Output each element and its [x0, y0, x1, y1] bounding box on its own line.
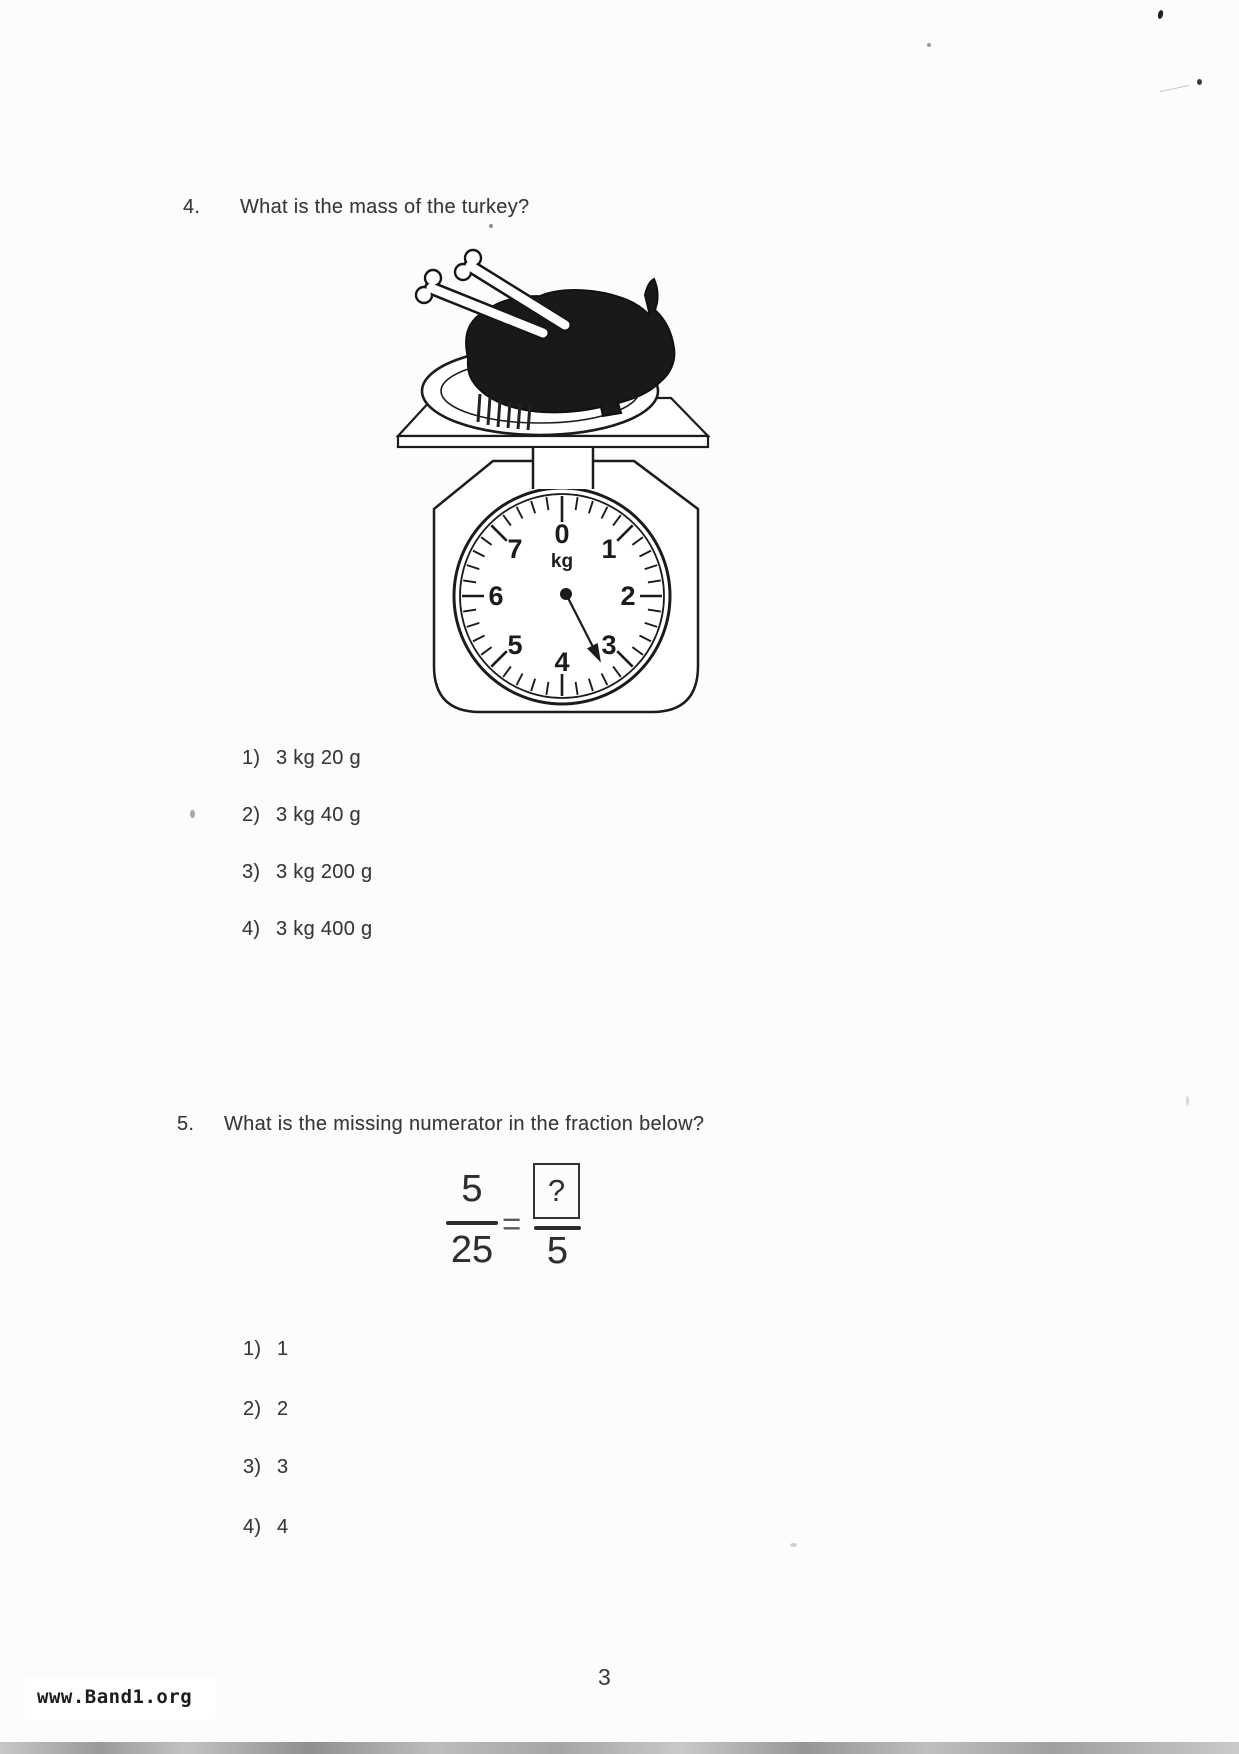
scan-edge-strip: [0, 1742, 1239, 1754]
dial-unit-label: kg: [550, 551, 574, 572]
option-row: [242, 803, 361, 827]
missing-numerator-box: [533, 1163, 580, 1219]
option-text: 1: [277, 1338, 289, 1360]
option-marker: 4): [242, 918, 261, 940]
option-row: [242, 860, 372, 884]
dial-number: 2: [620, 581, 636, 611]
option-marker: 3): [243, 1456, 262, 1478]
fraction-bar: [534, 1226, 581, 1230]
scale-dial: [454, 488, 670, 704]
dial-number: 3: [601, 630, 617, 660]
option-row: [243, 1455, 288, 1479]
scan-speck: [489, 224, 493, 228]
question-number: 5.: [177, 1113, 195, 1135]
option-marker: 2): [242, 804, 261, 826]
equals-sign: =: [502, 1205, 522, 1242]
scale-neck: [533, 447, 593, 489]
scan-speck: [1160, 85, 1191, 98]
question-text: What is the missing numerator in the fraction below?: [224, 1113, 705, 1135]
fraction-denominator-left: 25: [450, 1229, 494, 1271]
weighing-scale-figure: [390, 220, 730, 720]
option-marker: 1): [243, 1338, 262, 1360]
fraction-denominator-right: 5: [546, 1230, 569, 1272]
question-mark: ?: [547, 1173, 566, 1208]
option-row: [242, 746, 361, 770]
option-text: 3 kg 200 g: [276, 861, 373, 883]
question-text: What is the mass of the turkey?: [240, 196, 530, 218]
option-text: 2: [277, 1398, 289, 1420]
question-number: 4.: [183, 196, 201, 218]
scan-speck: [1197, 79, 1202, 85]
scan-speck: [1186, 1096, 1189, 1106]
dial-number: 0: [554, 519, 570, 549]
option-row: [243, 1337, 288, 1361]
scan-speck: [190, 810, 195, 818]
fraction-numerator-left: 5: [461, 1168, 483, 1210]
option-marker: 4): [243, 1516, 262, 1538]
option-marker: 1): [242, 747, 261, 769]
option-row: [243, 1397, 288, 1421]
dial-number: 1: [601, 534, 617, 564]
footer-watermark: www.Band1.org: [37, 1686, 193, 1708]
option-text: 3 kg 40 g: [276, 804, 361, 826]
option-marker: 3): [242, 861, 261, 883]
dial-number: 4: [554, 647, 570, 677]
option-marker: 2): [243, 1398, 262, 1420]
scan-speck: [1157, 10, 1164, 20]
fraction-equation-figure: [440, 1160, 610, 1280]
scan-speck: [790, 1543, 797, 1547]
dial-pivot: [560, 588, 572, 600]
option-text: 3: [277, 1456, 289, 1478]
fraction-bar: [446, 1221, 498, 1225]
option-text: 4: [277, 1516, 289, 1538]
dial-number: 6: [488, 581, 504, 611]
option-row: [243, 1515, 288, 1539]
scan-speck: [927, 43, 931, 47]
option-row: [242, 917, 372, 941]
page-number: 3: [598, 1664, 611, 1690]
option-text: 3 kg 20 g: [276, 747, 361, 769]
dial-number: 7: [507, 534, 523, 564]
option-text: 3 kg 400 g: [276, 918, 373, 940]
dial-number: 5: [507, 630, 523, 660]
